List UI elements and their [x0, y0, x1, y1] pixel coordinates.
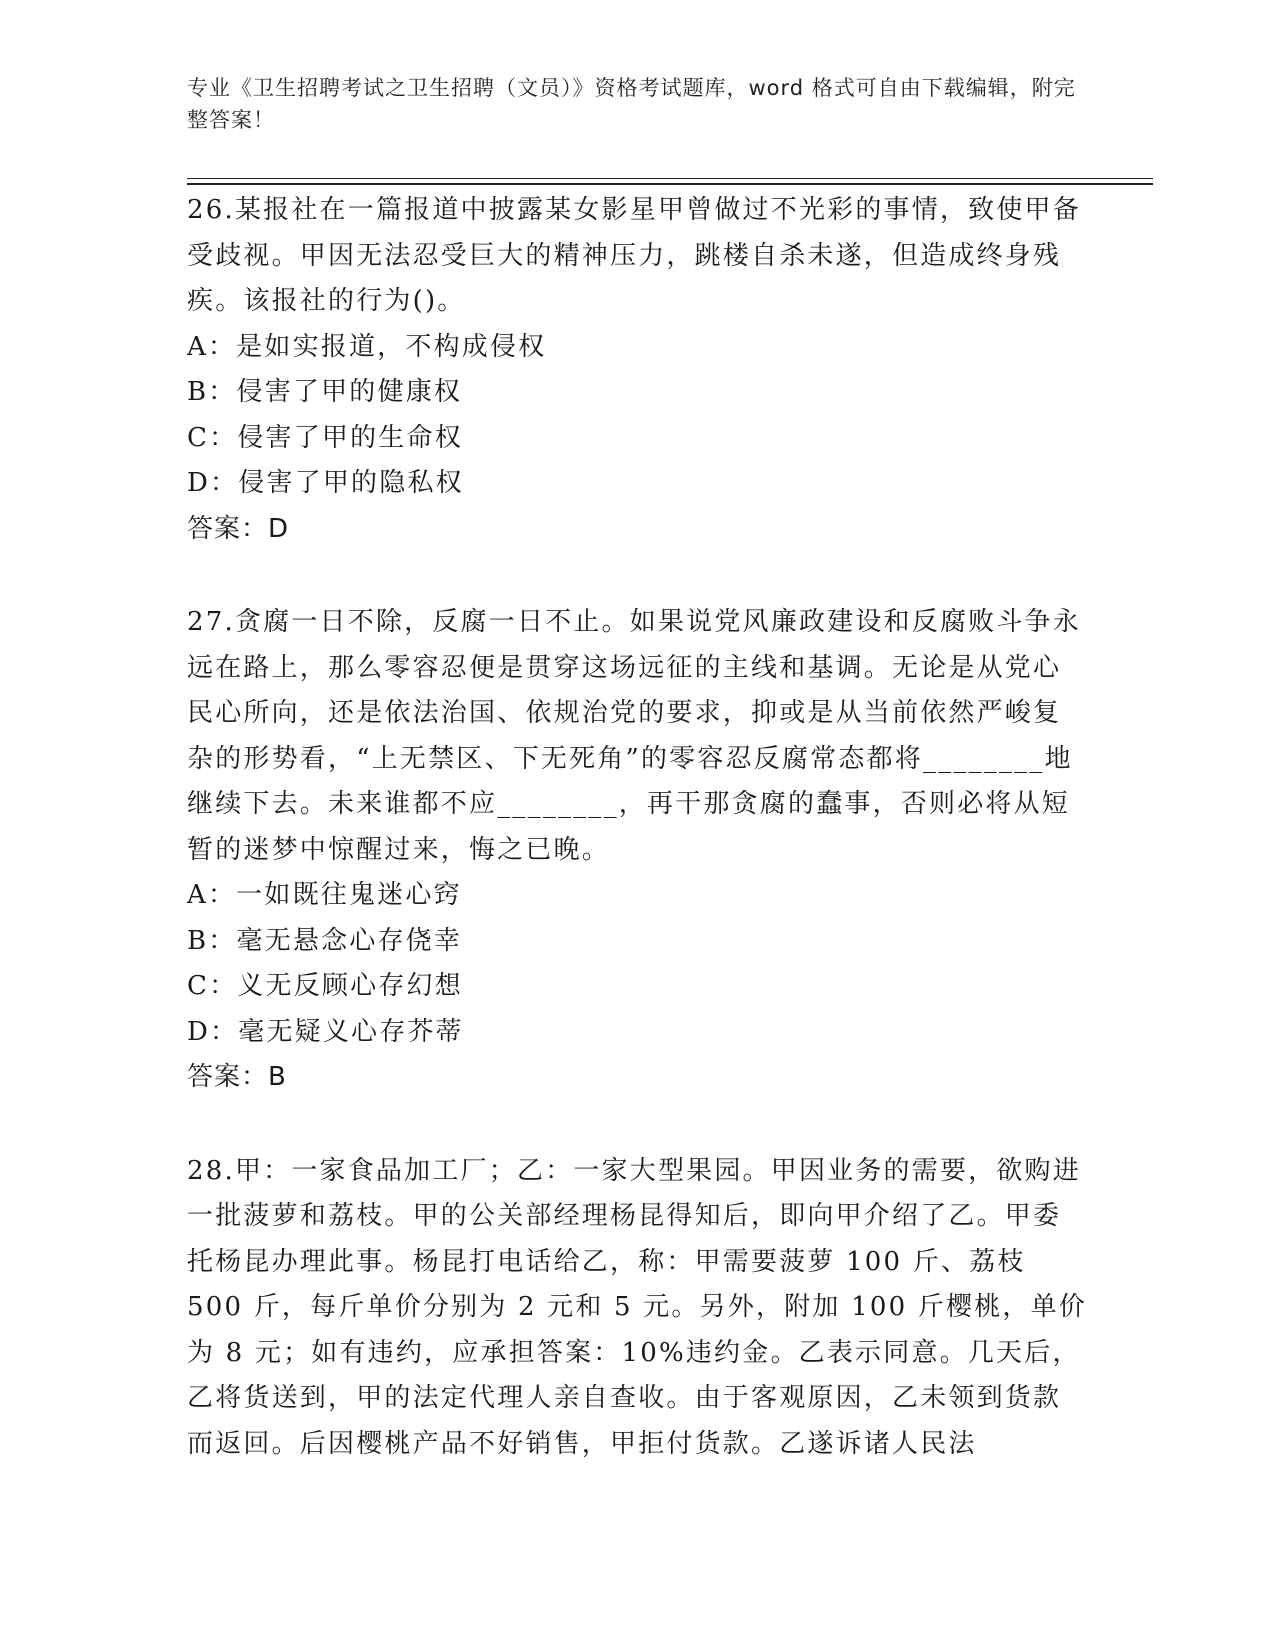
document-header: 专业《卫生招聘考试之卫生招聘（文员）》资格考试题库，word 格式可自由下载编辑，附完整答案！ — [187, 76, 1076, 132]
option-b: B：毫无悬念心存侥幸 — [187, 925, 463, 956]
option-a: A：一如既往鬼迷心窍 — [187, 880, 462, 910]
question-27 — [187, 600, 1087, 1101]
question-28 — [187, 1149, 1087, 1468]
question-26 — [187, 188, 1087, 552]
question-stem: 27.贪腐一日不除，反腐一日不止。如果说党风廉政建设和反腐败斗争永远在路上，那么零容忍便是贯穿这场远征的主线和基调。无论是从党心民心所向，还是依法治国、依规治党的要求，抑或是从当前依然严峻复杂的形势看，“上无禁区、下无死角”的零容忍反腐常态都将________地继续下去。未来谁都不应________，再干那贪腐的蠢事，否则必将从短暂的迷梦中惊醒过来，悔之已晚。 — [187, 607, 1081, 865]
question-stem: 26.某报社在一篇报道中披露某女影星甲曾做过不光彩的事情，致使甲备受歧视。甲因无法忍受巨大的精神压力，跳楼自杀未遂，但造成终身残疾。该报社的行为()。 — [187, 195, 1081, 316]
option-c: C：义无反顾心存幻想 — [187, 971, 463, 1001]
option-b: B：侵害了甲的健康权 — [187, 377, 463, 407]
option-c: C：侵害了甲的生命权 — [187, 422, 463, 453]
header-divider-thick — [187, 183, 1153, 185]
question-stem: 28.甲：一家食品加工厂；乙：一家大型果园。甲因业务的需要，欲购进一批菠萝和荔枝。甲的公关部经理杨昆得知后，即向甲介绍了乙。甲委托杨昆办理此事。杨昆打电话给乙，称：甲需要菠萝 100 斤、荔枝 500 斤，每斤单价分别为 2 元和 5 元。另外，附加 100 斤樱桃，单价为 8 元；如有违约，应承担答案：10%违约金。乙表示同意。几天后，乙将货送到，甲的法定代理人亲自查收。由于客观原因，乙未领到货款而返回。后因樱桃产品不好销售，甲拒付货款。乙遂诉诸人民法 — [187, 1155, 1087, 1459]
option-d: D：侵害了甲的隐私权 — [187, 468, 464, 498]
answer-line: 答案：D — [187, 513, 290, 544]
header-divider-thin — [187, 178, 1153, 179]
option-a: A：是如实报道，不构成侵权 — [187, 331, 547, 362]
question-list — [187, 188, 1087, 1515]
answer-line: 答案：B — [187, 1062, 287, 1092]
option-d: D：毫无疑义心存芥蒂 — [187, 1016, 464, 1047]
